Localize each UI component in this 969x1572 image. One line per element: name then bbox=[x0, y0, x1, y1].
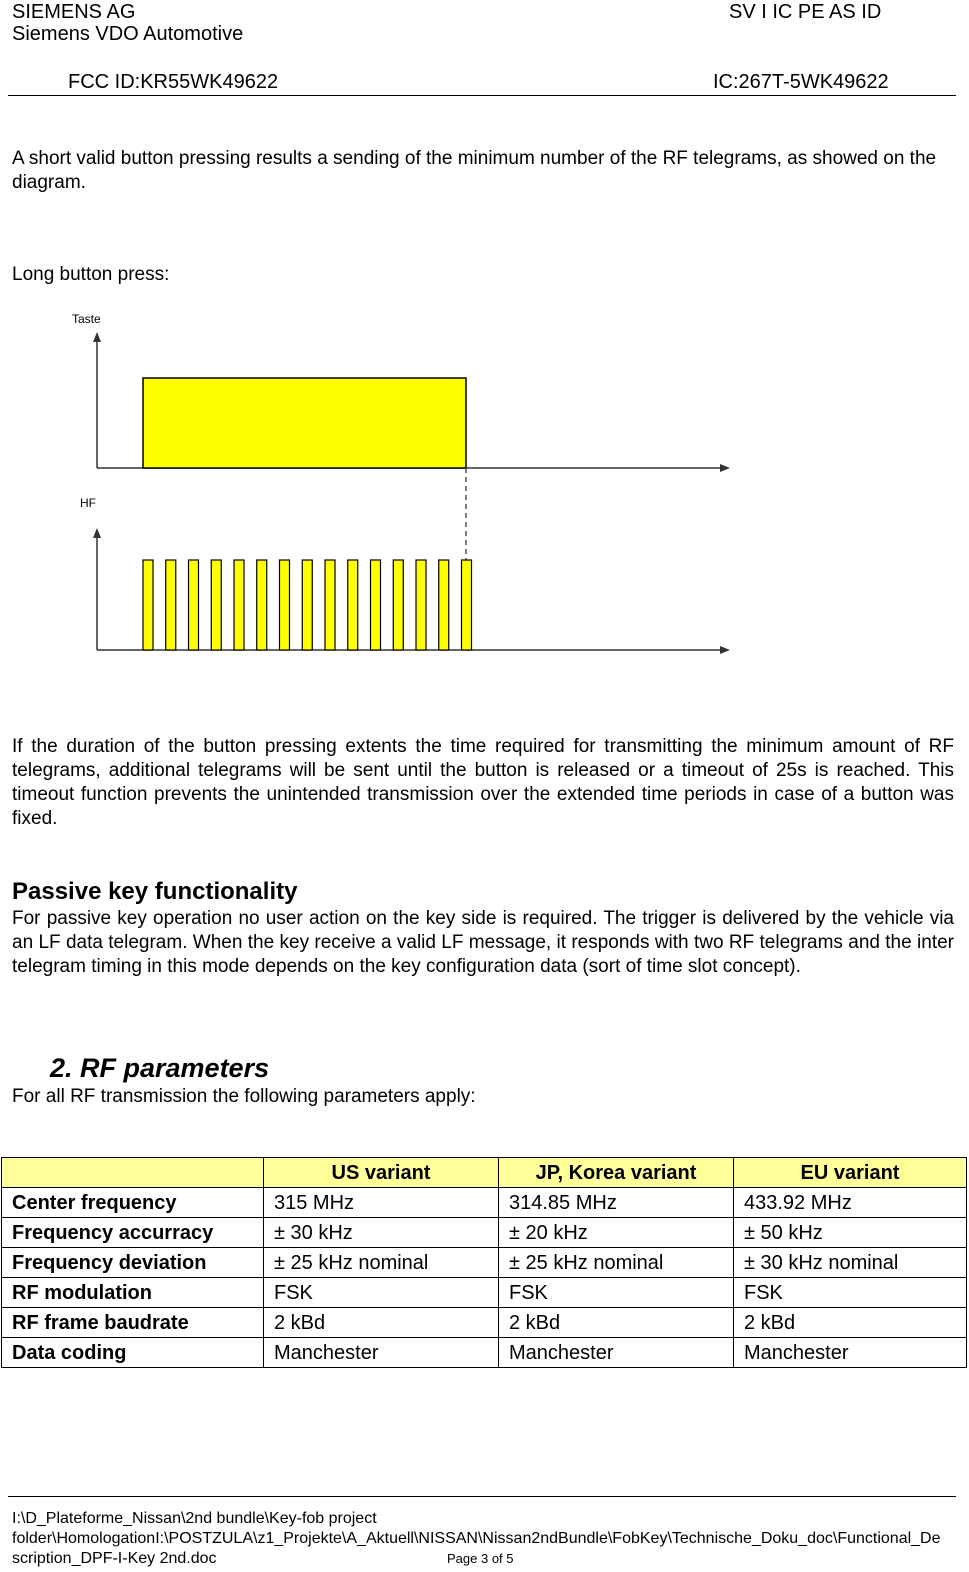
table-cell: ± 20 kHz bbox=[499, 1218, 734, 1248]
row-label: Data coding bbox=[2, 1338, 264, 1368]
footer-rule bbox=[8, 1496, 956, 1497]
row-label: RF frame baudrate bbox=[2, 1308, 264, 1338]
company-name: SIEMENS AG bbox=[12, 1, 136, 23]
table-cell: ± 30 kHz bbox=[264, 1218, 499, 1248]
table-row bbox=[2, 1248, 967, 1278]
table-row bbox=[2, 1308, 967, 1338]
button-press-pulse bbox=[143, 378, 466, 468]
table-cell: 2 kBd bbox=[264, 1308, 499, 1338]
table-cell: ± 25 kHz nominal bbox=[264, 1248, 499, 1278]
table-cell: Manchester bbox=[264, 1338, 499, 1368]
paragraph-passive-key: For passive key operation no user action on the key side is required. The trigger is delivered by the vehicle via an LF data telegram. When the key receive a valid LF message, it responds with two RF telegrams and the inter telegram timing in this mode depends on the key configuration data (sort of time slot concept). bbox=[12, 908, 954, 977]
rf-telegram-pulse bbox=[393, 560, 403, 650]
table-cell: 2 kBd bbox=[734, 1308, 967, 1338]
table-cell: ± 50 kHz bbox=[734, 1218, 967, 1248]
table-header-row bbox=[2, 1158, 967, 1188]
column-header bbox=[2, 1158, 264, 1188]
fcc-id: FCC ID:KR55WK49622 bbox=[68, 71, 279, 93]
ic-id: IC:267T-5WK49622 bbox=[713, 71, 889, 93]
hf-time-arrowhead bbox=[720, 646, 730, 654]
division-name: Siemens VDO Automotive bbox=[12, 23, 244, 45]
page-number: Page 3 of 5 bbox=[447, 1551, 514, 1566]
row-label: Center frequency bbox=[2, 1188, 264, 1218]
taste-axis-arrowhead bbox=[93, 332, 101, 342]
paragraph-short-press: A short valid button pressing results a sending of the minimum number of the RF telegrams, as showed on the diagram. bbox=[12, 148, 937, 193]
table-cell: ± 30 kHz nominal bbox=[734, 1248, 967, 1278]
footer-path-line-1: I:\D_Plateforme_Nissan\2nd bundle\Key-fob project bbox=[12, 1510, 377, 1527]
table-row bbox=[2, 1188, 967, 1218]
table-cell: Manchester bbox=[499, 1338, 734, 1368]
taste-time-arrowhead bbox=[720, 464, 730, 472]
rf-telegram-pulse bbox=[280, 560, 290, 650]
rf-telegram-pulse bbox=[371, 560, 381, 650]
rf-parameters-table bbox=[1, 1157, 967, 1368]
table-cell: Manchester bbox=[734, 1338, 967, 1368]
paragraph-rf-intro: For all RF transmission the following parameters apply: bbox=[12, 1086, 476, 1107]
diagram-label-taste: Taste bbox=[72, 312, 101, 326]
heading-rf-parameters: 2. RF parameters bbox=[50, 1053, 270, 1083]
paragraph-duration: If the duration of the button pressing extents the time required for transmitting the minimum amount of RF telegrams, additional telegrams will be sent until the button is released or a timeout of 25s is reached. This timeout function prevents the unintended transmission over the extended time periods in case of a button was fixed. bbox=[12, 736, 954, 829]
rf-telegram-pulse bbox=[302, 560, 312, 650]
table-row bbox=[2, 1218, 967, 1248]
table-cell: 433.92 MHz bbox=[734, 1188, 967, 1218]
column-header: US variant bbox=[264, 1158, 499, 1188]
table-cell: ± 25 kHz nominal bbox=[499, 1248, 734, 1278]
heading-passive-key: Passive key functionality bbox=[12, 878, 298, 905]
rf-telegram-pulse bbox=[189, 560, 199, 650]
footer-path-line-3: scription_DPF-I-Key 2nd.doc bbox=[12, 1550, 217, 1567]
rf-telegram-pulse bbox=[234, 560, 244, 650]
rf-telegram-pulse bbox=[211, 560, 221, 650]
header-rule bbox=[8, 95, 956, 96]
paragraph-long-press-label: Long button press: bbox=[12, 264, 170, 285]
table-cell: 2 kBd bbox=[499, 1308, 734, 1338]
rf-telegram-pulse bbox=[143, 560, 153, 650]
rf-telegram-pulse bbox=[439, 560, 449, 650]
row-label: Frequency accurracy bbox=[2, 1218, 264, 1248]
rf-telegram-pulse bbox=[166, 560, 176, 650]
table-row bbox=[2, 1338, 967, 1368]
row-label: RF modulation bbox=[2, 1278, 264, 1308]
button-press-timing-diagram bbox=[0, 300, 760, 670]
column-header: JP, Korea variant bbox=[499, 1158, 734, 1188]
column-header: EU variant bbox=[734, 1158, 967, 1188]
table-cell: FSK bbox=[499, 1278, 734, 1308]
rf-telegram-pulse bbox=[348, 560, 358, 650]
table-cell: FSK bbox=[734, 1278, 967, 1308]
rf-telegram-pulse bbox=[325, 560, 335, 650]
department-code: SV I IC PE AS ID bbox=[729, 1, 882, 23]
footer-path-line-2: folder\HomologationI:\POSTZULA\z1_Projekte\A_Aktuell\NISSAN\Nissan2ndBundle\FobKey\Technische_Doku_doc\Functional_De bbox=[12, 1530, 941, 1547]
rf-telegram-pulse bbox=[462, 560, 472, 650]
diagram-label-hf: HF bbox=[80, 496, 96, 510]
table-cell: FSK bbox=[264, 1278, 499, 1308]
row-label: Frequency deviation bbox=[2, 1248, 264, 1278]
rf-telegram-pulse bbox=[257, 560, 267, 650]
table-row bbox=[2, 1278, 967, 1308]
table-cell: 315 MHz bbox=[264, 1188, 499, 1218]
hf-axis-arrowhead bbox=[93, 528, 101, 538]
table-cell: 314.85 MHz bbox=[499, 1188, 734, 1218]
rf-telegram-pulse bbox=[416, 560, 426, 650]
